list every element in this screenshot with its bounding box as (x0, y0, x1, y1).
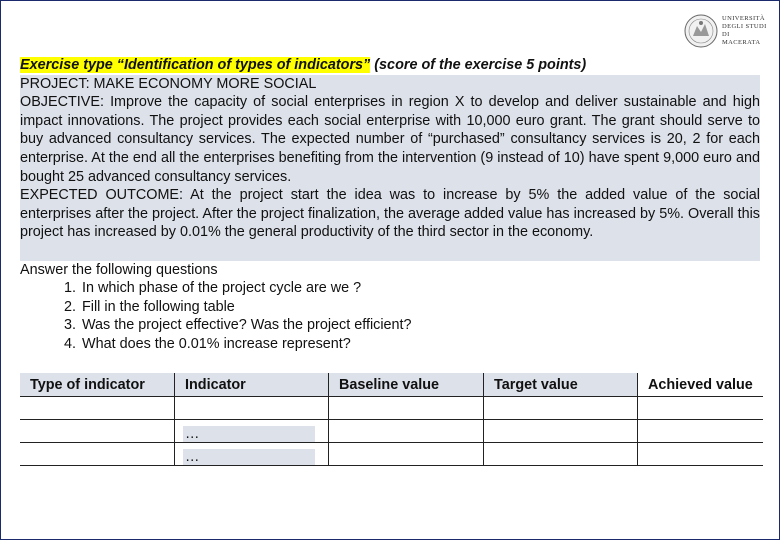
exercise-score: (score of the exercise 5 points) (374, 57, 587, 73)
table-cell[interactable] (329, 397, 484, 420)
header-achieved-value: Achieved value (638, 373, 763, 397)
question-item: 4. What does the 0.01% increase represent? (80, 335, 760, 354)
table-cell[interactable] (20, 443, 175, 466)
question-item: 2. Fill in the following table (80, 298, 760, 317)
header-type-of-indicator: Type of indicator (20, 373, 175, 397)
table-row (20, 397, 763, 420)
indicators-table (20, 373, 763, 466)
questions-list (20, 279, 760, 353)
table-header-row (20, 373, 763, 397)
table-cell[interactable] (484, 443, 638, 466)
table-cell[interactable] (638, 443, 763, 466)
table-cell[interactable] (638, 397, 763, 420)
question-item: 3. Was the project effective? Was the project efficient? (80, 316, 760, 335)
table-cell[interactable] (175, 420, 329, 443)
indicator-placeholder: … (183, 449, 315, 465)
questions-intro: Answer the following questions (20, 261, 218, 278)
objective-text: OBJECTIVE: Improve the capacity of social enterprises in region X to develop and deliver sustainable and high impact innovations. The project provides each social enterprise with 10,000 euro grant. The grant should serve to buy advanced consultancy services. The expected number of “purchased” consultancy services is 20, 2 for each enterprise. At the end all the enterprises benefiting from the intervention (9 instead of 10) have spent 9,000 euro and bought 25 advanced consultancy services. (20, 94, 760, 185)
university-seal-icon (683, 12, 719, 50)
exercise-title (20, 56, 760, 75)
header-indicator: Indicator (175, 373, 329, 397)
exercise-title-highlight: Exercise type “Identification of types of indicators” (20, 57, 371, 73)
project-description-block (20, 75, 760, 261)
university-logo (683, 11, 769, 51)
table-cell[interactable] (175, 397, 329, 420)
table-cell[interactable] (20, 397, 175, 420)
table-cell[interactable] (175, 443, 329, 466)
header-baseline-value: Baseline value (329, 373, 484, 397)
header-target-value: Target value (484, 373, 638, 397)
indicator-placeholder: … (183, 426, 315, 442)
question-item: 1. In which phase of the project cycle are we ? (80, 279, 760, 298)
table-cell[interactable] (484, 397, 638, 420)
exercise-content (20, 56, 760, 354)
table-cell[interactable] (20, 420, 175, 443)
table-cell[interactable] (329, 420, 484, 443)
table-row (20, 420, 763, 443)
table-cell[interactable] (484, 420, 638, 443)
university-name: UNIVERSITÀ DEGLI STUDI DI MACERATA (722, 15, 767, 46)
table-cell[interactable] (329, 443, 484, 466)
table-row (20, 443, 763, 466)
expected-outcome-text: EXPECTED OUTCOME: At the project start the idea was to increase by 5% the added value of the social enterprises after the project. After the project finalization, the average added value has increased by 5%. Overall this project has increased by 0.01% the general productivity of the third sector in the economy. (20, 187, 760, 241)
project-name: PROJECT: MAKE ECONOMY MORE SOCIAL (20, 75, 317, 92)
table-cell[interactable] (638, 420, 763, 443)
